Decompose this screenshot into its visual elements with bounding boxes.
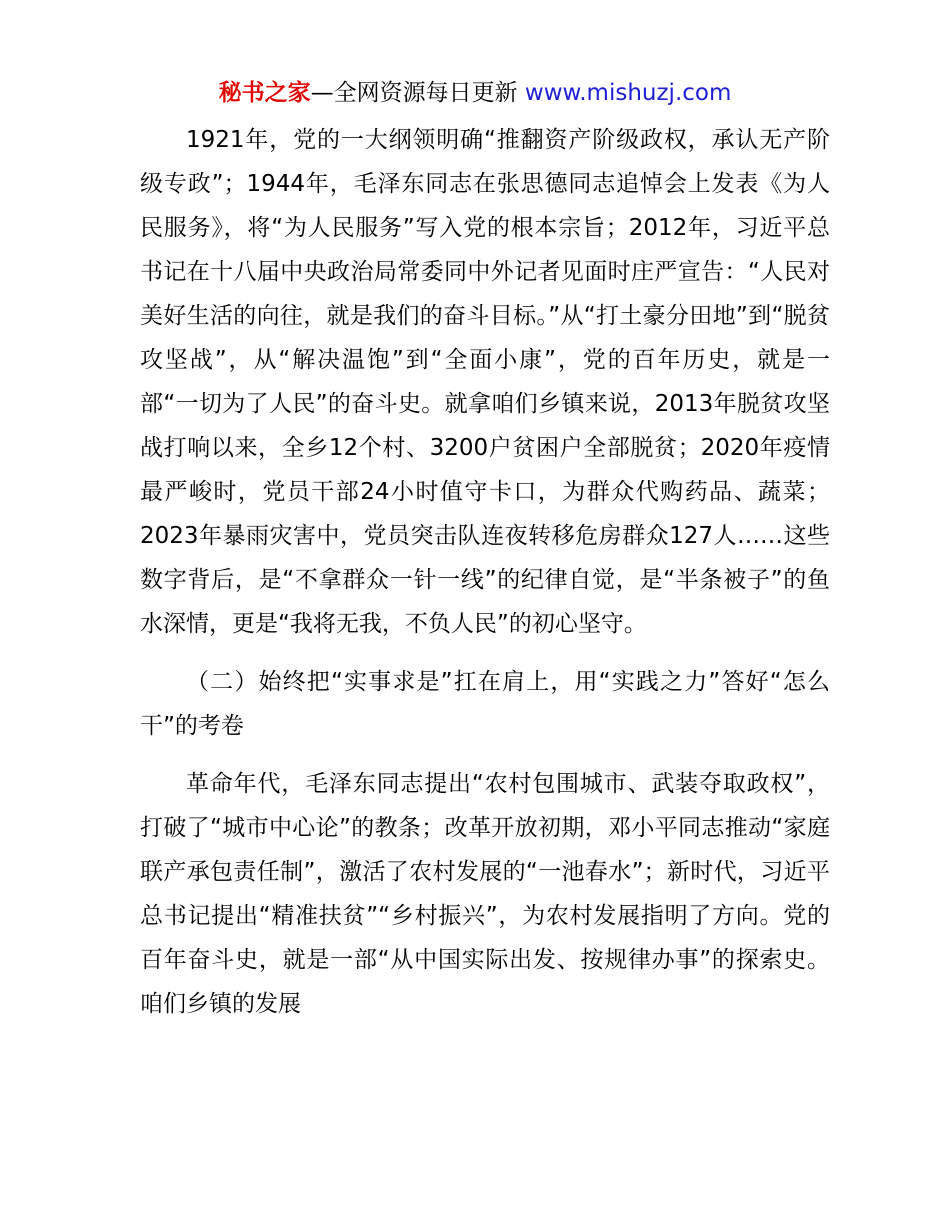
section-heading-2: （二）始终把“实事求是”扛在肩上，用“实践之力”答好“怎么干”的考卷 — [140, 669, 830, 739]
site-url-link[interactable]: www.mishuzj.com — [524, 80, 732, 106]
header-tagline: —全网资源每日更新 — [310, 80, 518, 106]
site-header — [0, 76, 950, 110]
brand-name: 秘书之家 — [218, 80, 311, 106]
paragraph-practice: 革命年代，毛泽东同志提出“农村包围城市、武装夺取政权”，打破了“城市中心论”的教条；改革开放初期，邓小平同志推动“家庭联产承包责任制”，激活了农村发展的“一池春水”；新时代，习近平总书记提出“精准扶贫”“乡村振兴”，为农村发展指明了方向。党的百年奋斗史，就是一部“从中国实际出发、按规律办事”的探索史。咱们乡镇的发展 — [140, 771, 830, 1017]
document-body — [140, 118, 830, 1026]
paragraph-history: 1921年，党的一大纲领明确“推翻资产阶级政权，承认无产阶级专政”；1944年，毛泽东同志在张思德同志追悼会上发表《为人民服务》，将“为人民服务”写入党的根本宗旨；2012年，习近平总书记在十八届中央政治局常委同中外记者见面时庄严宣告：“人民对美好生活的向往，就是我们的奋斗目标。”从“打土豪分田地”到“脱贫攻坚战”，从“解决温饱”到“全面小康”，党的百年历史，就是一部“一切为了人民”的奋斗史。就拿咱们乡镇来说，2013年脱贫攻坚战打响以来，全乡12个村、3200户贫困户全部脱贫；2020年疫情最严峻时，党员干部24小时值守卡口，为群众代购药品、蔬菜；2023年暴雨灾害中，党员突击队连夜转移危房群众127人……这些数字背后，是“不拿群众一针一线”的纪律自觉，是“半条被子”的鱼水深情，更是“我将无我，不负人民”的初心坚守。 — [140, 127, 830, 637]
